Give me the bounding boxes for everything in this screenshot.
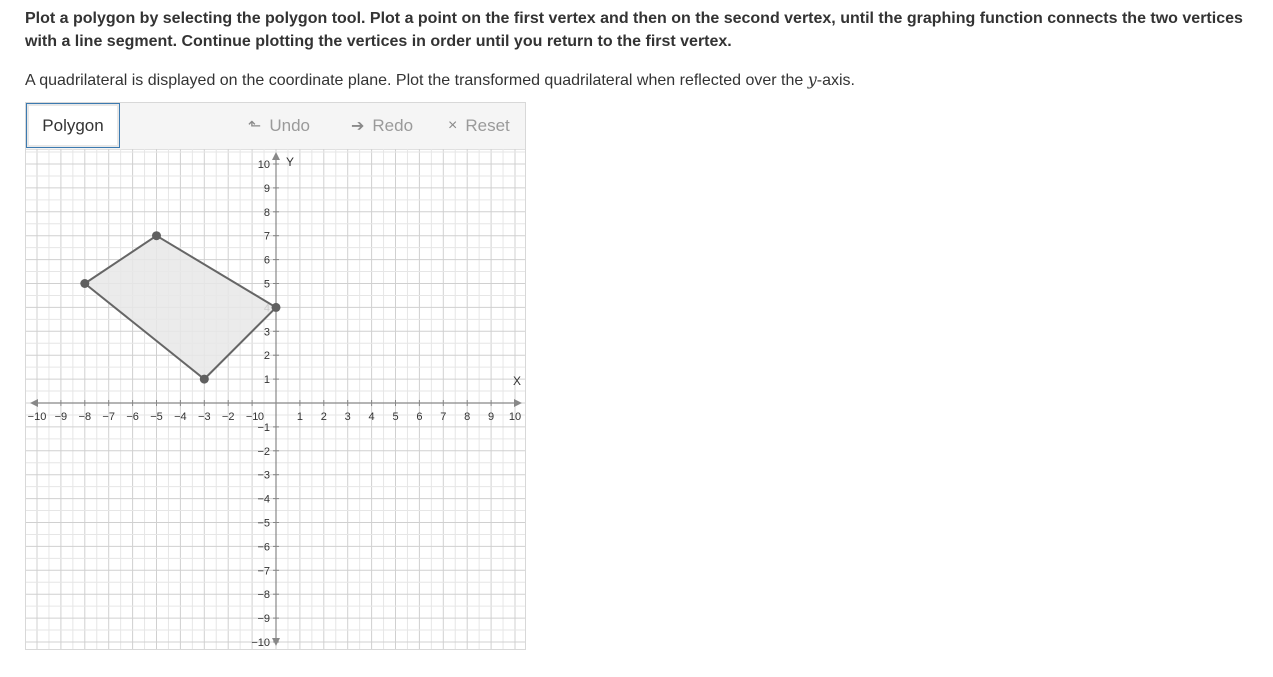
x-tick-labels [28, 411, 521, 423]
y-tick-label: −6 [257, 541, 270, 554]
x-tick-label: −3 [198, 411, 211, 423]
x-tick-label: −8 [78, 411, 92, 423]
reset-label: Reset [465, 116, 510, 135]
y-tick-label: −1 [257, 421, 270, 434]
x-tick-label: 3 [344, 411, 351, 423]
y-tick-label: −7 [257, 565, 270, 578]
x-tick-label: −6 [126, 411, 139, 423]
y-tick-label: 1 [263, 374, 270, 387]
y-tick-label: −5 [257, 517, 270, 530]
y-tick-label: 10 [257, 159, 270, 171]
prompt-text-after: -axis. [816, 72, 855, 89]
y-tick-label: −8 [257, 589, 270, 602]
graphing-widget [25, 102, 526, 650]
redo-label: Redo [372, 116, 414, 135]
polygon-tool-button[interactable]: Polygon [26, 103, 120, 148]
reset-button[interactable] [448, 103, 510, 149]
x-tick-label: −2 [221, 411, 235, 423]
x-tick-label: −7 [102, 411, 115, 423]
vertex-point [272, 303, 281, 312]
x-tick-label: −10 [27, 411, 47, 423]
quadrilateral-shape [85, 236, 276, 379]
prompt-variable: y [807, 70, 817, 89]
y-tick-label: −3 [257, 469, 270, 482]
x-tick-label: 2 [320, 411, 327, 423]
coordinate-plane[interactable] [26, 149, 525, 649]
vertex-point [152, 231, 161, 240]
x-tick-label: −1 [245, 411, 259, 423]
origin-label: 0 [257, 411, 264, 423]
y-tick-label: −4 [257, 493, 270, 506]
y-axis-arrow-up [272, 152, 280, 160]
close-icon: × [448, 117, 458, 134]
undo-button[interactable] [248, 103, 310, 149]
y-tick-label: −9 [257, 613, 270, 626]
x-tick-label: 9 [488, 411, 495, 423]
axes [27, 152, 522, 646]
x-tick-label: 10 [508, 411, 522, 423]
x-tick-label: −9 [54, 411, 68, 423]
x-tick-label: 1 [296, 411, 303, 423]
graph-toolbar [26, 103, 525, 150]
y-tick-label: 9 [263, 182, 270, 195]
y-tick-label: 2 [263, 350, 270, 363]
undo-arrow-icon: ⬑ [248, 118, 262, 135]
x-tick-label: 6 [416, 411, 423, 423]
x-tick-label: −5 [150, 411, 163, 423]
vertex-point [200, 375, 209, 384]
prompt-text-before: A quadrilateral is displayed on the coordinate plane. Plot the transformed quadrilateral when reflected over the [25, 72, 808, 89]
y-tick-label: 5 [263, 278, 270, 291]
y-tick-label: −2 [257, 445, 270, 458]
y-tick-label: 8 [263, 206, 270, 219]
x-tick-label: 5 [392, 411, 399, 423]
redo-button[interactable] [351, 103, 413, 149]
y-tick-label: 7 [263, 230, 270, 243]
y-tick-labels [251, 159, 270, 649]
y-tick-label: 3 [263, 326, 270, 339]
x-tick-label: 4 [368, 411, 375, 423]
undo-label: Undo [269, 116, 311, 135]
redo-arrow-icon: ➔ [351, 118, 365, 135]
x-tick-label: −4 [174, 411, 187, 423]
y-tick-label: −10 [251, 637, 270, 649]
question-prompt [25, 69, 1225, 92]
x-axis-label: X [512, 374, 522, 388]
x-tick-label: 8 [464, 411, 471, 423]
vertex-point [80, 279, 89, 288]
instructions-text: Plot a polygon by selecting the polygon tool. Plot a point on the first vertex and then on the second vertex, until the graphing function connects the two vertices with a line segment. Continue plotting the vertices in order until you return to the first vertex. [25, 10, 1243, 50]
x-tick-label: 7 [440, 411, 447, 423]
y-axis-label: Y [285, 155, 295, 169]
y-tick-label: 6 [263, 254, 270, 267]
